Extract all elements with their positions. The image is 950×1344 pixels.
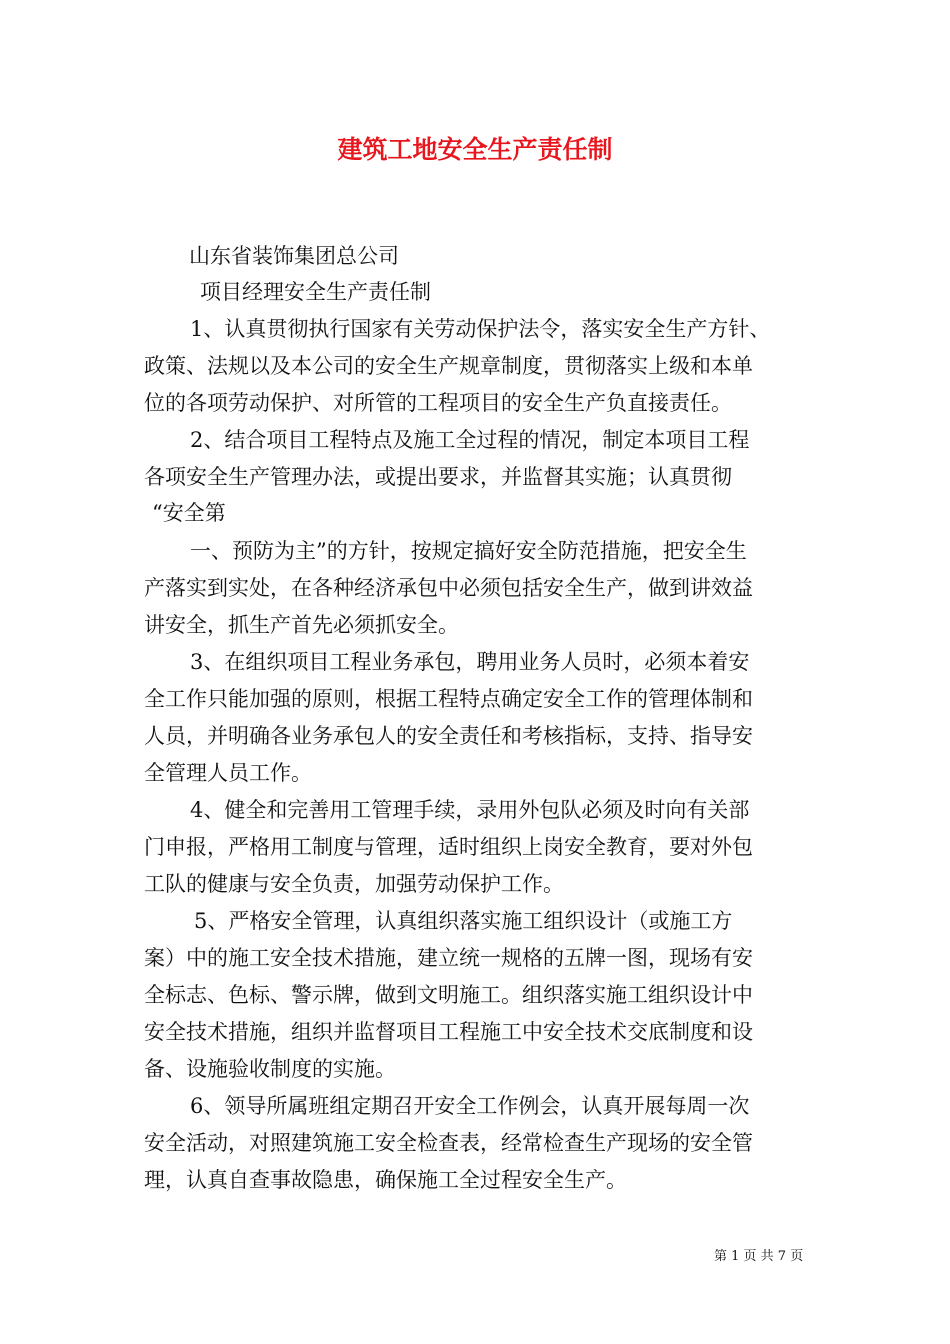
paragraph-line: 讲安全，抓生产首先必须抓安全。	[144, 613, 459, 637]
paragraph-line: 1、认真贯彻执行国家有关劳动保护法令，落实安全生产方针、	[190, 317, 771, 341]
paragraph-line: 备、设施验收制度的实施。	[144, 1057, 396, 1081]
paragraph-line: 安全活动，对照建筑施工安全检查表，经常检查生产现场的安全管	[144, 1131, 753, 1155]
paragraph-line: “安全第	[152, 501, 226, 525]
paragraph-line: 理，认真自查事故隐患，确保施工全过程安全生产。	[144, 1168, 627, 1192]
paragraph-line: 位的各项劳动保护、对所管的工程项目的安全生产负直接责任。	[144, 391, 732, 415]
paragraph-line: 全工作只能加强的原则，根据工程特点确定安全工作的管理体制和	[144, 687, 753, 711]
company-name: 山东省装饰集团总公司	[189, 244, 399, 268]
section-heading: 项目经理安全生产责任制	[200, 280, 431, 304]
paragraph-line: 各项安全生产管理办法，或提出要求，并监督其实施；认真贯彻	[144, 465, 732, 489]
paragraph-line: 安全技术措施，组织并监督项目工程施工中安全技术交底制度和设	[144, 1020, 753, 1044]
paragraph-line: 6、领导所属班组定期召开安全工作例会，认真开展每周一次	[190, 1094, 750, 1118]
paragraph-line: 人员，并明确各业务承包人的安全责任和考核指标，支持、指导安	[144, 724, 753, 748]
paragraph-line: 政策、法规以及本公司的安全生产规章制度，贯彻落实上级和本单	[144, 354, 753, 378]
paragraph-line: 产落实到实处，在各种经济承包中必须包括安全生产，做到讲效益	[144, 576, 753, 600]
paragraph-line: 5、严格安全管理，认真组织落实施工组织设计（或施工方	[194, 909, 733, 933]
paragraph-line: 一、预防为主”的方针，按规定搞好安全防范措施，把安全生	[190, 539, 747, 563]
paragraph-line: 2、结合项目工程特点及施工全过程的情况，制定本项目工程	[190, 428, 750, 452]
paragraph-line: 门申报，严格用工制度与管理，适时组织上岗安全教育，要对外包	[144, 835, 753, 859]
paragraph-line: 案）中的施工安全技术措施，建立统一规格的五牌一图，现场有安	[144, 946, 753, 970]
paragraph-line: 全标志、色标、警示牌，做到文明施工。组织落实施工组织设计中	[144, 983, 753, 1007]
paragraph-line: 工队的健康与安全负责，加强劳动保护工作。	[144, 872, 564, 896]
paragraph-line: 全管理人员工作。	[144, 761, 312, 785]
paragraph-line: 3、在组织项目工程业务承包，聘用业务人员时，必须本着安	[190, 650, 750, 674]
paragraph-line: 4、健全和完善用工管理手续，录用外包队必须及时向有关部	[190, 798, 750, 822]
page-number-footer: 第 1 页 共 7 页	[714, 1249, 804, 1264]
document-title: 建筑工地安全生产责任制	[337, 135, 613, 164]
